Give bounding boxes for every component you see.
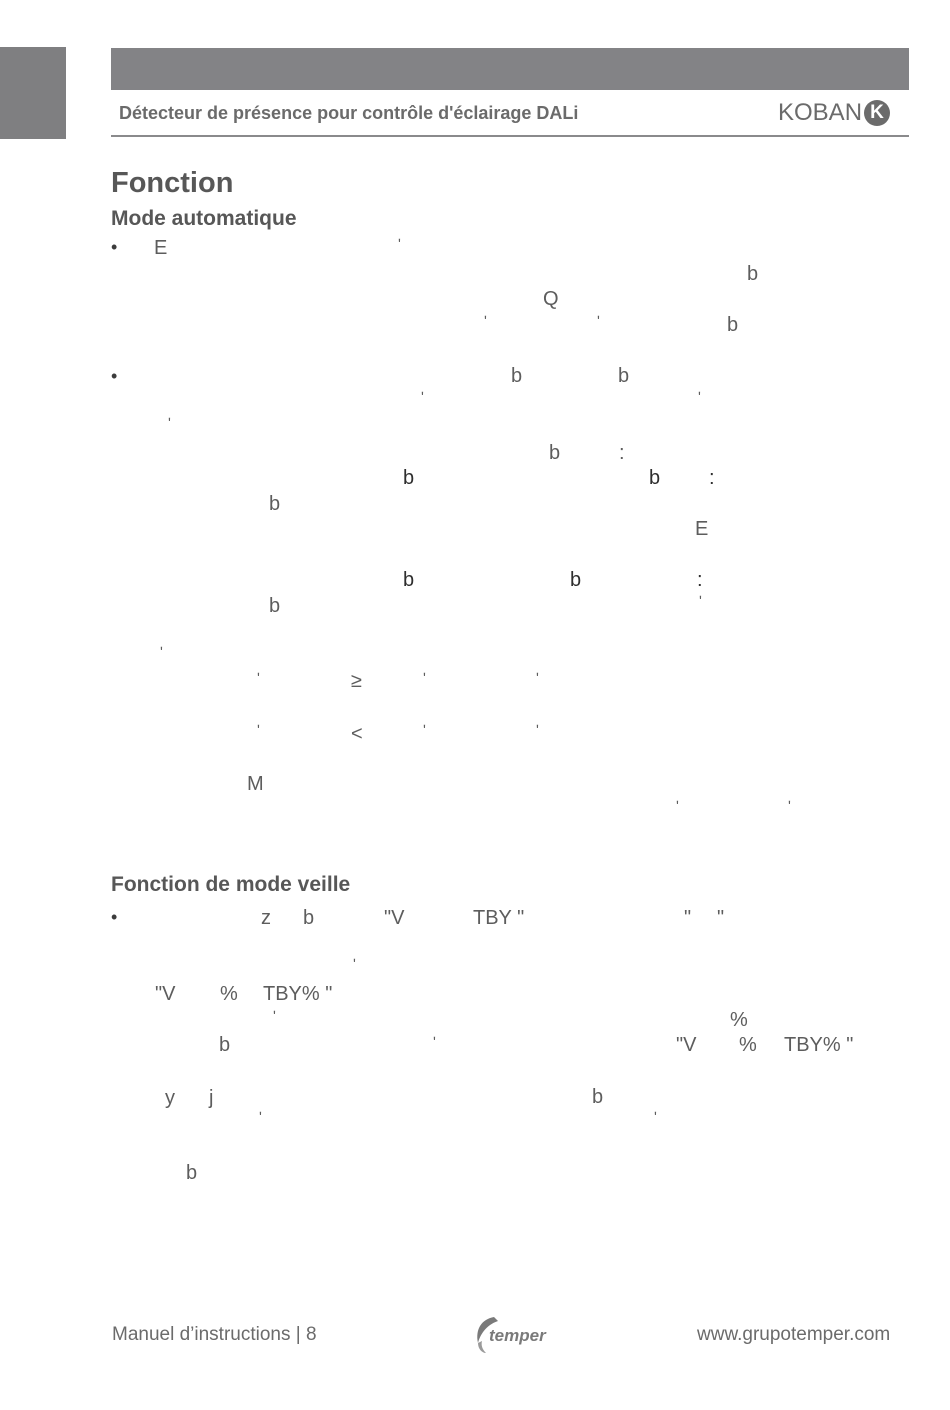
glyph: b [269,595,281,617]
glyph: b [549,442,561,464]
brand-mark-icon: K [864,100,890,126]
glyph: ʹ [536,670,539,687]
document-title: Détecteur de présence pour contrôle d'éclairage DALi [119,103,579,123]
glyph: TBY " [473,907,525,929]
glyph: E [154,237,168,259]
glyph: % [739,1034,757,1056]
glyph: ʹ [676,798,679,815]
glyph: TBY% " [784,1034,854,1056]
header-divider [111,135,909,137]
koban-logo [778,98,890,128]
glyph: ʹ [484,313,487,330]
glyph: M [247,773,264,795]
glyph: b [303,907,315,929]
glyph: : [697,569,703,591]
page-heading: Fonction [111,167,234,199]
glyph: b [618,365,630,387]
glyph: b [186,1162,198,1184]
glyph: ʹ [536,722,539,739]
glyph: j [209,1087,214,1109]
glyph: ʹ [421,389,424,406]
header-bar [111,48,909,90]
footer-website-link[interactable]: www.grupotemper.com [697,1324,891,1345]
glyph: ʹ [597,313,600,330]
glyph: ʹ [423,670,426,687]
glyph: b [219,1034,231,1056]
temper-logo [472,1313,552,1355]
glyph: " [684,907,692,929]
glyph: ʹ [257,722,260,739]
bullet: • [111,366,118,386]
glyph: ≥ [351,670,362,692]
glyph: b [511,365,523,387]
glyph: Q [543,288,559,310]
glyph: b [570,569,582,591]
glyph: b [747,263,759,285]
glyph: " [717,907,725,929]
glyph: z [261,907,271,929]
glyph: y [165,1087,175,1109]
glyph: < [351,723,363,745]
brand-text: KOBAN [778,99,863,126]
glyph: ʹ [423,722,426,739]
section-title-standby-mode: Fonction de mode veille [111,873,351,896]
glyph: % [220,983,238,1005]
footer-manual-page: Manuel d’instructions | 8 [112,1324,317,1345]
glyph: : [619,442,625,464]
glyph: b [727,314,739,336]
glyph: ʹ [699,593,702,610]
glyph: b [403,467,415,489]
section-title-auto-mode: Mode automatique [111,207,297,230]
glyph: E [695,518,709,540]
glyph: ʹ [398,236,401,253]
glyph: ʹ [698,389,701,406]
glyph: ʹ [168,415,171,432]
glyph: : [709,467,715,489]
glyph: ʹ [654,1109,657,1126]
glyph: TBY% " [263,983,333,1005]
glyph: ʹ [257,670,260,687]
glyph: ʹ [259,1109,262,1126]
glyph: "V [155,983,176,1005]
glyph: b [403,569,415,591]
glyph: b [269,493,281,515]
glyph: "V [384,907,405,929]
glyph: b [649,467,661,489]
side-tab-decoration [0,47,66,139]
glyph: "V [676,1034,697,1056]
bullet: • [111,237,118,257]
glyph: ʹ [160,644,163,661]
glyph: ʹ [433,1034,436,1051]
glyph: ʹ [273,1008,276,1025]
glyph: ʹ [788,798,791,815]
glyph: ʹ [353,956,356,973]
glyph: % [730,1009,748,1031]
temper-logo-text: temper [489,1326,546,1345]
glyph: b [592,1086,604,1108]
bullet: • [111,907,118,927]
